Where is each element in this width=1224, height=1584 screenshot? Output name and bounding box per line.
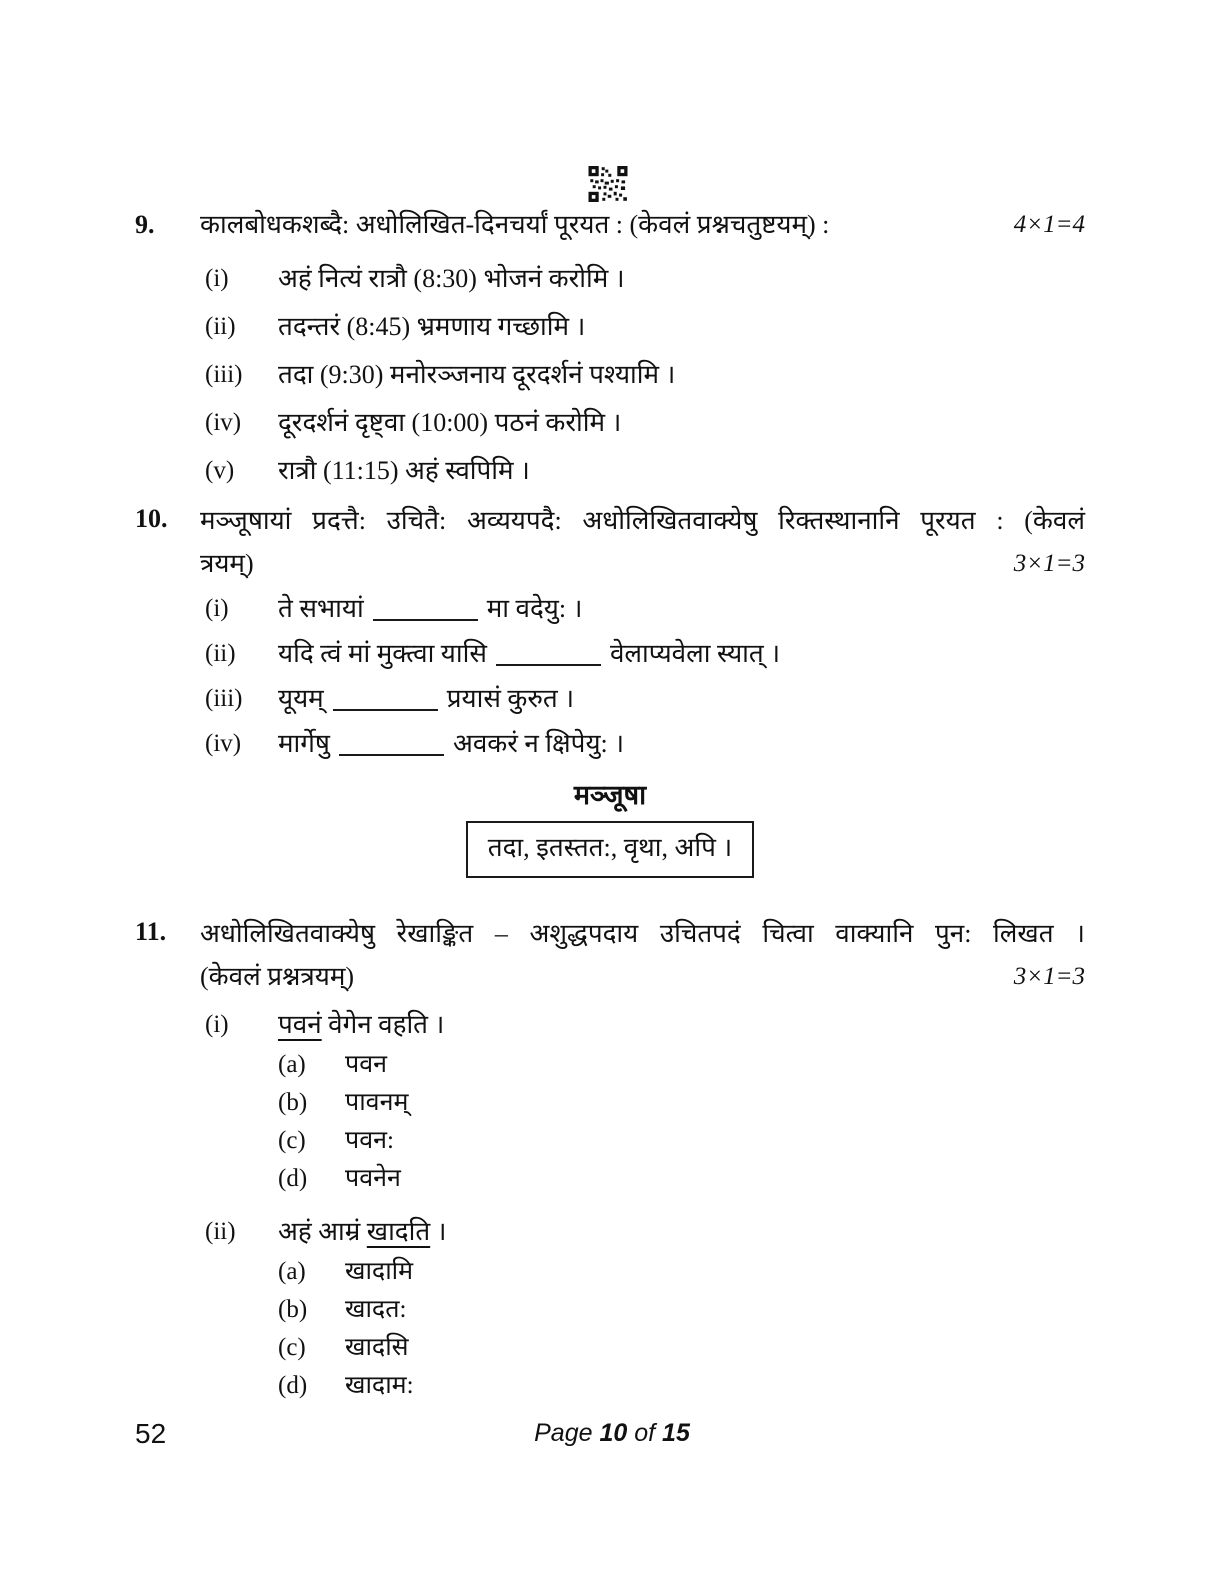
question-10-text-line1: मञ्जूषायां प्रदत्तै: उचितै: अव्ययपदै: अधोलिखितवाक्येषु रिक्तस्थानानि पूरयत : (केवलं: [200, 506, 1085, 535]
option-label: (b): [278, 1089, 308, 1116]
question-9: [135, 205, 1085, 245]
item-text: अहं नित्यं रात्रौ (8:30) भोजनं करोमि ।: [278, 264, 625, 293]
item-text: तदन्तरं (8:45) भ्रमणाय गच्छामि ।: [278, 312, 586, 341]
item-label: (i): [205, 595, 229, 622]
option-text: पवनेन: [345, 1165, 401, 1192]
blank-line: [333, 709, 438, 711]
question-9-items: [205, 259, 1085, 491]
item-label: (iii): [205, 685, 243, 712]
sentence-rest: ।: [430, 1217, 447, 1246]
underlined-word: खादति: [366, 1217, 431, 1246]
item-label: (ii): [205, 313, 236, 340]
text-before-blank: यूयम्: [278, 684, 324, 713]
footer-page-word: Page: [534, 1419, 593, 1447]
blank-line: [373, 619, 478, 621]
item-label: (iii): [205, 361, 243, 388]
option-row-a: [278, 1048, 1085, 1082]
item-text: [278, 589, 1085, 629]
item-label: (iv): [205, 409, 242, 436]
manjusha-box-wrap: [135, 821, 1085, 878]
question-11-items: [205, 1005, 1085, 1403]
option-row-a: [278, 1255, 1085, 1289]
question-9-item-i: [205, 259, 1085, 299]
question-10-marks: 3×1=3: [1013, 550, 1085, 577]
manjusha-heading: मञ्जूषा: [573, 780, 647, 810]
item-label: (ii): [205, 1218, 236, 1245]
option-text: खादामि: [345, 1258, 414, 1285]
question-10-item-i: [205, 589, 1085, 629]
question-11-text-line1: अधोलिखितवाक्येषु रेखाङ्कित – अशुद्धपदाय उचितपदं चित्वा वाक्यानि पुन: लिखत ।: [200, 919, 1085, 948]
item-text: [278, 634, 1085, 674]
text-before-blank: ते सभायां: [278, 594, 364, 623]
question-10: [135, 499, 1085, 585]
question-9-item-v: [205, 451, 1085, 491]
footer-of-word: of: [634, 1419, 656, 1447]
question-11-item-ii: [205, 1212, 1085, 1252]
question-10-text-line2: त्रयम्): [200, 549, 254, 578]
option-label: (a): [278, 1258, 306, 1285]
option-label: (b): [278, 1296, 308, 1323]
question-9-item-ii: [205, 307, 1085, 347]
question-10-item-iii: [205, 679, 1085, 719]
footer-page-number: 10: [599, 1419, 628, 1447]
option-row-d: [278, 1162, 1085, 1196]
qr-code-icon: [588, 166, 628, 202]
item-text: दूरदर्शनं दृष्ट्वा (10:00) पठनं करोमि ।: [278, 408, 622, 437]
sentence-rest: वेगेन वहति ।: [321, 1010, 445, 1039]
option-label: (a): [278, 1051, 306, 1078]
question-9-marks: 4×1=4: [1013, 211, 1085, 238]
item-text: रात्रौ (11:15) अहं स्वपिमि ।: [278, 456, 530, 485]
text-after-blank: वेलाप्यवेला स्यात् ।: [609, 639, 781, 668]
question-9-number: 9.: [135, 210, 155, 239]
question-9-item-iii: [205, 355, 1085, 395]
option-row-c: [278, 1331, 1085, 1365]
blank-line: [339, 754, 444, 756]
item-text: [278, 679, 1085, 719]
item-text: [278, 724, 1085, 764]
option-label: (d): [278, 1372, 308, 1399]
item-label: (i): [205, 1011, 229, 1038]
option-row-c: [278, 1124, 1085, 1158]
question-11-item-i: [205, 1005, 1085, 1045]
item-label: (v): [205, 457, 235, 484]
question-10-number: 10.: [135, 504, 168, 533]
blank-line: [496, 664, 601, 666]
item-text: [278, 1005, 1085, 1045]
question-11-number: 11.: [135, 917, 167, 946]
option-text: खादसि: [345, 1334, 409, 1361]
item-text: तदा (9:30) मनोरञ्जनाय दूरदर्शनं पश्यामि ।: [278, 360, 676, 389]
question-11-item-i-options: [278, 1048, 1085, 1196]
footer-paper-code: 52: [135, 1418, 167, 1449]
item-label: (i): [205, 265, 229, 292]
question-11-marks: 3×1=3: [1013, 963, 1085, 990]
sentence-pre: अहं आम्रं: [278, 1217, 367, 1246]
footer-total-pages: 15: [662, 1419, 690, 1447]
text-before-blank: मार्गेषु: [278, 729, 330, 758]
question-10-items: [205, 589, 1085, 764]
option-text: खादत:: [345, 1296, 407, 1323]
manjusha-word-box: तदा, इतस्तत:, वृथा, अपि ।: [466, 821, 754, 878]
question-9-text: कालबोधकशब्दै: अधोलिखित-दिनचर्यां पूरयत : (केवलं प्रश्नचतुष्टयम्) :: [200, 210, 830, 239]
question-11-text-line2: (केवलं प्रश्नत्रयम्): [200, 962, 355, 991]
footer-page-indicator: [0, 1419, 1224, 1448]
question-10-item-ii: [205, 634, 1085, 674]
option-text: खादाम:: [345, 1372, 414, 1399]
option-text: पावनम्: [345, 1089, 409, 1116]
question-11: [135, 912, 1085, 998]
item-label: (ii): [205, 640, 236, 667]
option-row-d: [278, 1369, 1085, 1403]
option-label: (d): [278, 1165, 308, 1192]
question-10-item-iv: [205, 724, 1085, 764]
question-11-item-ii-options: [278, 1255, 1085, 1403]
question-9-item-iv: [205, 403, 1085, 443]
text-after-blank: अवकरं न क्षिपेयु: ।: [452, 729, 625, 758]
option-label: (c): [278, 1334, 306, 1361]
option-row-b: [278, 1293, 1085, 1327]
item-label: (iv): [205, 730, 242, 757]
option-text: पवन:: [345, 1127, 394, 1154]
text-after-blank: प्रयासं कुरुत ।: [446, 684, 575, 713]
item-text: [278, 1212, 1085, 1252]
underlined-word: पवनं: [278, 1010, 322, 1039]
option-label: (c): [278, 1127, 306, 1154]
text-after-blank: मा वदेयु: ।: [486, 594, 583, 623]
option-text: पवन: [345, 1051, 387, 1078]
option-row-b: [278, 1086, 1085, 1120]
text-before-blank: यदि त्वं मां मुक्त्वा यासि: [278, 639, 487, 668]
